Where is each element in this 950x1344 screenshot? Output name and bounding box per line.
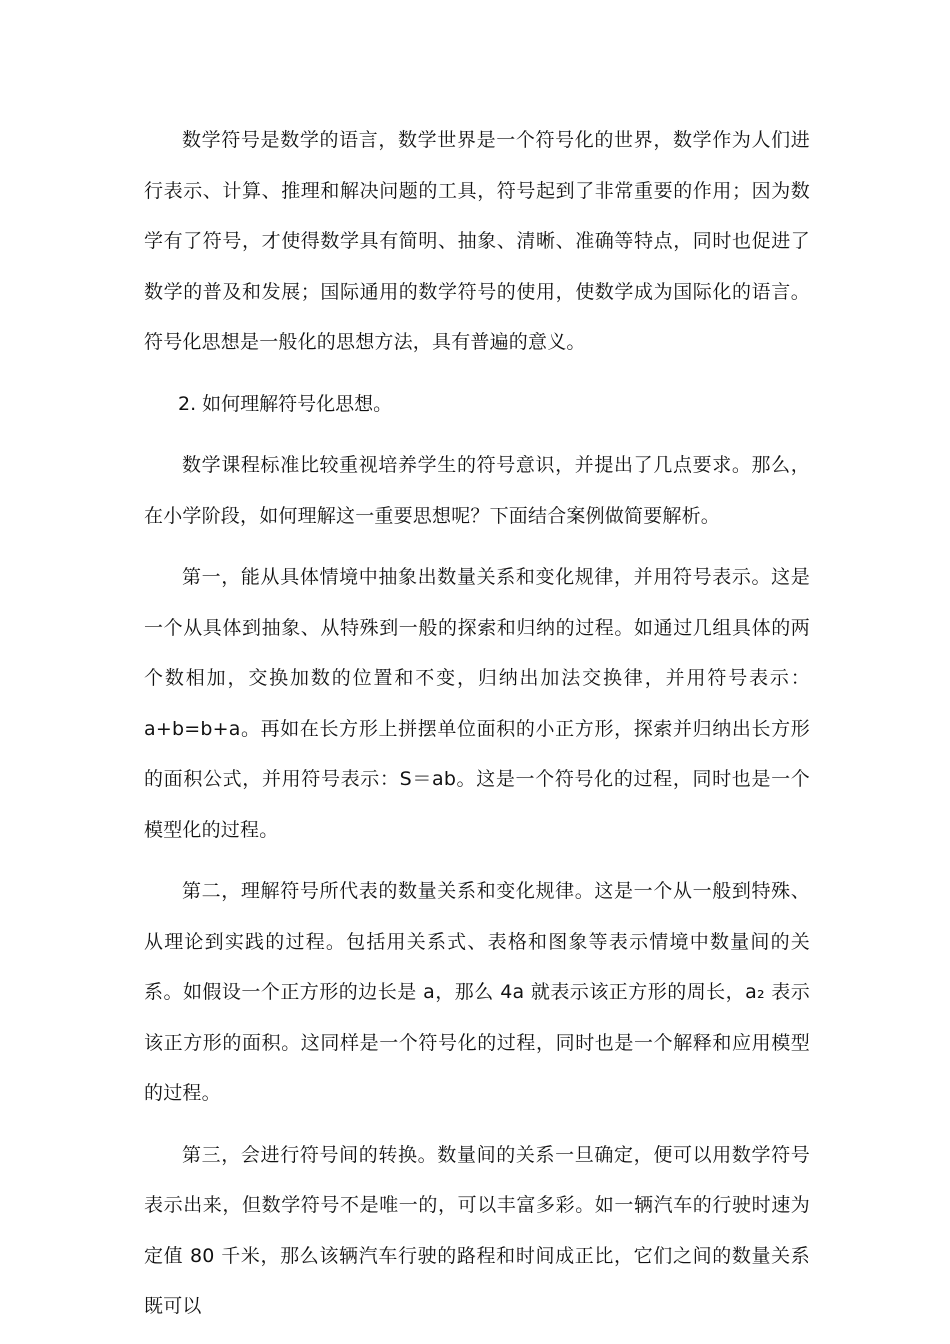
- document-page: [144, 115, 810, 1332]
- paragraph-first: 第一，能从具体情境中抽象出数量关系和变化规律，并用符号表示。这是一个从具体到抽象、从特殊到一般的探索和归纳的过程。如通过几组具体的两个数相加，交换加数的位置和不变，归纳出加法交换律，并用符号表示：a+b=b+a。再如在长方形上拼摆单位面积的小正方形，探索并归纳出长方形的面积公式，并用符号表示：S＝ab。这是一个符号化的过程，同时也是一个模型化的过程。: [144, 566, 810, 841]
- paragraph-intro: 数学符号是数学的语言，数学世界是一个符号化的世界，数学作为人们进行表示、计算、推理和解决问题的工具，符号起到了非常重要的作用；因为数学有了符号，才使得数学具有简明、抽象、清晰、准确等特点，同时也促进了数学的普及和发展；国际通用的数学符号的使用，使数学成为国际化的语言。符号化思想是一般化的思想方法，具有普遍的意义。: [144, 129, 810, 353]
- paragraph-third: 第三，会进行符号间的转换。数量间的关系一旦确定，便可以用数学符号表示出来，但数学符号不是唯一的，可以丰富多彩。如一辆汽车的行驶时速为定值 80 千米，那么该辆汽车行驶的路程和时间成正比，它们之间的数量关系既可以: [144, 1143, 810, 1317]
- section-heading: 2. 如何理解符号化思想。: [178, 392, 393, 415]
- paragraph-second: 第二，理解符号所代表的数量关系和变化规律。这是一个从一般到特殊、从理论到实践的过程。包括用关系式、表格和图象等表示情境中数量间的关系。如假设一个正方形的边长是 a，那么 4a 就表示该正方形的周长，a₂ 表示该正方形的面积。这同样是一个符号化的过程，同时也是一个解释和应用模型的过程。: [144, 880, 810, 1104]
- paragraph-standard: 数学课程标准比较重视培养学生的符号意识，并提出了几点要求。那么，在小学阶段，如何理解这一重要思想呢？下面结合案例做简要解析。: [144, 454, 810, 527]
